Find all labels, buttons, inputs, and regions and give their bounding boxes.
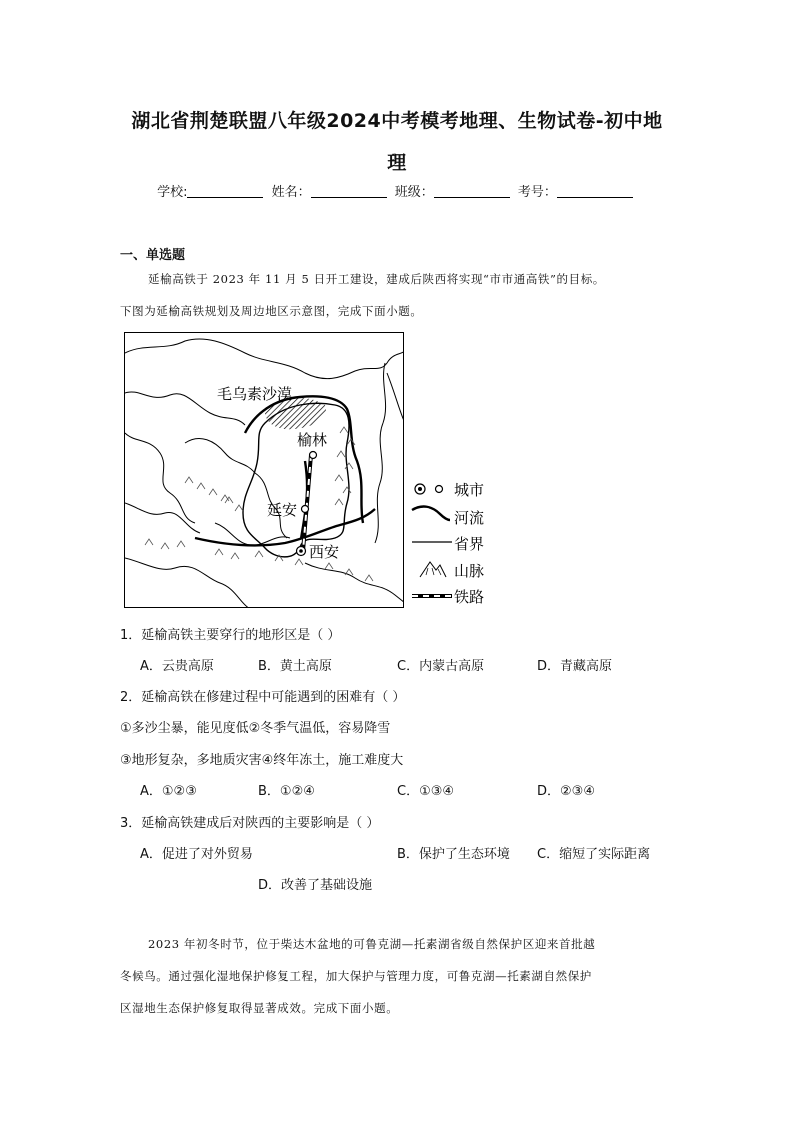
q1-option-b[interactable]: B．黄土高原: [258, 659, 332, 674]
q2-option-a[interactable]: A．①②③: [140, 784, 197, 799]
city-yanan-label: 延安: [267, 501, 298, 519]
legend-river-icon: [412, 507, 450, 520]
exam-no-label: 考号：: [517, 185, 557, 200]
q2-option-d[interactable]: D．②③④: [537, 784, 595, 799]
school-label: 学校:: [157, 185, 188, 200]
passage2-line3: 区湿地生态保护修复取得显著成效。完成下面小题。: [120, 1001, 399, 1015]
question-3-stem: 3．延榆高铁建成后对陕西的主要影响是（ ）: [120, 816, 380, 831]
passage1-line2: 下图为延榆高铁规划及周边地区示意图，完成下面小题。: [120, 304, 423, 318]
question-2-statements-b: ③地形复杂，多地质灾害④终年冻土，施工难度大: [120, 753, 404, 768]
student-info-row: [0, 181, 794, 200]
passage2-line2: 冬候鸟。通过强化湿地保护修复工程，加大保护与管理力度，可鲁克湖—托素湖自然保护: [120, 969, 592, 983]
legend-mountain-icon: [420, 562, 446, 577]
map-legend: [410, 476, 520, 606]
map-svg: [125, 333, 404, 608]
legend-city-label: 城市: [454, 481, 485, 499]
school-blank[interactable]: [187, 185, 263, 198]
q3-option-c[interactable]: C．缩短了实际距离: [537, 847, 651, 862]
name-label: 姓名：: [271, 185, 311, 200]
legend-city-icon: [436, 486, 443, 493]
section-title: 一、单选题: [120, 248, 186, 263]
passage2-line1: 2023 年初冬时节，位于柴达木盆地的可鲁克湖—托素湖省级自然保护区迎来首批越: [148, 937, 596, 951]
legend-mountain-label: 山脉: [454, 562, 485, 580]
page-title-line1: 湖北省荆楚联盟八年级2024中考模考地理、生物试卷-初中地: [131, 110, 663, 132]
city-yulin-label: 榆林: [297, 431, 328, 449]
page-title-line2: 理: [387, 152, 407, 174]
map-figure: [124, 332, 404, 608]
q3-option-b[interactable]: B．保护了生态环境: [397, 847, 510, 862]
class-label: 班级：: [394, 185, 434, 200]
q1-option-d[interactable]: D．青藏高原: [537, 659, 613, 674]
question-1-stem: 1．延榆高铁主要穿行的地形区是（ ）: [120, 628, 341, 643]
city-xian-dot: [299, 549, 303, 553]
city-yanan-marker: [302, 506, 309, 513]
passage1-line1: 延榆高铁于 2023 年 11 月 5 日开工建设，建成后陕西将实现“市市通高铁”的目标。: [148, 272, 605, 286]
q3-option-a[interactable]: A．促进了对外贸易: [140, 847, 253, 862]
legend-railway-label: 铁路: [454, 588, 485, 606]
name-blank[interactable]: [311, 185, 387, 198]
q2-option-c[interactable]: C．①③④: [397, 784, 455, 799]
class-blank[interactable]: [434, 185, 510, 198]
q3-option-d[interactable]: D．改善了基础设施: [258, 878, 373, 893]
exam-no-blank[interactable]: [557, 185, 633, 198]
question-2-stem: 2．延榆高铁在修建过程中可能遇到的困难有（ ）: [120, 690, 406, 705]
legend-boundary-label: 省界: [454, 535, 485, 553]
q1-option-a[interactable]: A．云贵高原: [140, 659, 214, 674]
q1-option-c[interactable]: C．内蒙古高原: [397, 659, 485, 674]
city-yulin-marker: [310, 452, 317, 459]
city-xian-label: 西安: [309, 543, 340, 561]
desert-label: 毛乌素沙漠: [217, 385, 293, 403]
legend-river-label: 河流: [454, 509, 485, 527]
question-2-statements-a: ①多沙尘暴，能见度低②冬季气温低，容易降雪: [120, 721, 391, 736]
q2-option-b[interactable]: B．①②④: [258, 784, 315, 799]
